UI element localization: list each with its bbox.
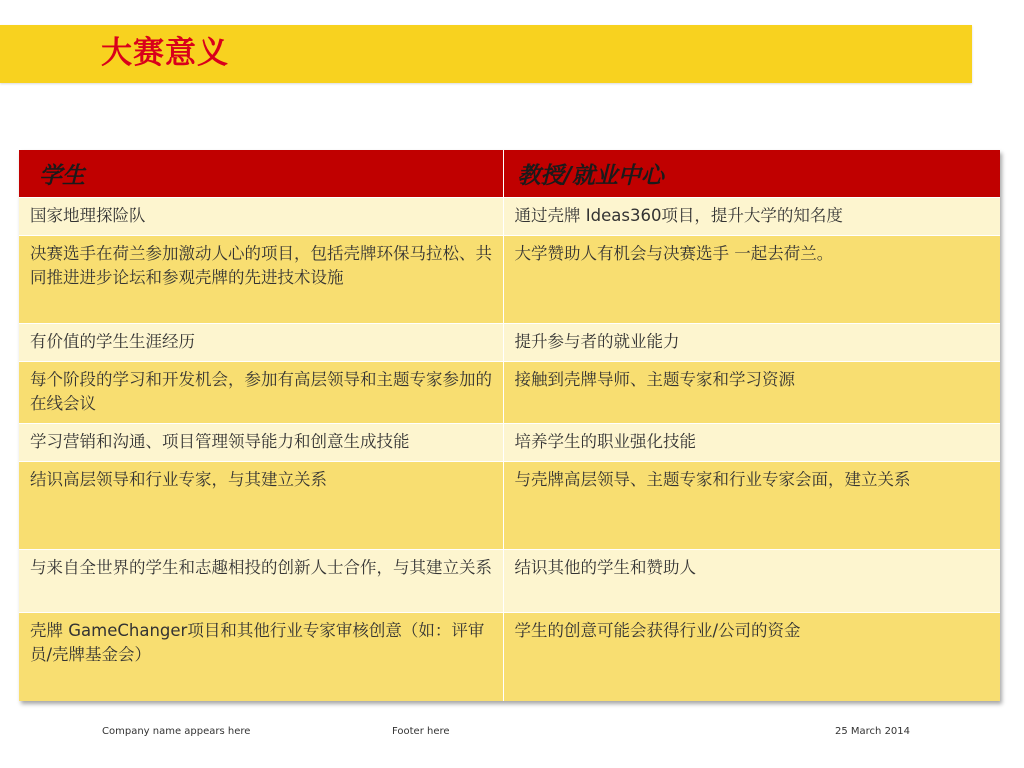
- table-row: [19, 236, 1000, 324]
- table-row: [19, 424, 1000, 462]
- table-cell: 每个阶段的学习和开发机会，参加有高层领导和主题专家参加的在线会议: [19, 362, 503, 424]
- table-cell: 学习营销和沟通、项目管理领导能力和创意生成技能: [19, 424, 503, 462]
- table-row: [19, 613, 1000, 701]
- table-cell: 国家地理探险队: [19, 198, 503, 236]
- table-cell: 壳牌 GameChanger项目和其他行业专家审核创意（如：评审员/壳牌基金会）: [19, 613, 503, 701]
- header-students: 学生: [19, 150, 503, 198]
- table-cell: 结识高层领导和行业专家，与其建立关系: [19, 462, 503, 550]
- table-cell: 学生的创意可能会获得行业/公司的资金: [503, 613, 1000, 701]
- footer-text: Footer here: [392, 726, 450, 737]
- table-row: [19, 198, 1000, 236]
- table-header-row: [19, 150, 1000, 198]
- table-row: [19, 462, 1000, 550]
- table-cell: 与壳牌高层领导、主题专家和行业专家会面，建立关系: [503, 462, 1000, 550]
- comparison-table: [19, 150, 1000, 701]
- comparison-table-container: [19, 150, 1000, 701]
- header-professors-career-center: 教授/就业中心: [503, 150, 1000, 198]
- footer-date: 25 March 2014: [835, 726, 911, 737]
- table-cell: 提升参与者的就业能力: [503, 324, 1000, 362]
- table-row: [19, 324, 1000, 362]
- table-cell: 通过壳牌 Ideas360项目，提升大学的知名度: [503, 198, 1000, 236]
- table-row: [19, 550, 1000, 613]
- footer-company-name: Company name appears here: [102, 726, 251, 737]
- slide-title: 大赛意义: [101, 35, 229, 71]
- table-cell: 结识其他的学生和赞助人: [503, 550, 1000, 613]
- table-cell: 培养学生的职业强化技能: [503, 424, 1000, 462]
- table-cell: 有价值的学生生涯经历: [19, 324, 503, 362]
- table-cell: 与来自全世界的学生和志趣相投的创新人士合作，与其建立关系: [19, 550, 503, 613]
- table-cell: 接触到壳牌导师、主题专家和学习资源: [503, 362, 1000, 424]
- table-cell: 决赛选手在荷兰参加激动人心的项目，包括壳牌环保马拉松、共同推进进步论坛和参观壳牌的先进技术设施: [19, 236, 503, 324]
- table-cell: 大学赞助人有机会与决赛选手 一起去荷兰。: [503, 236, 1000, 324]
- table-row: [19, 362, 1000, 424]
